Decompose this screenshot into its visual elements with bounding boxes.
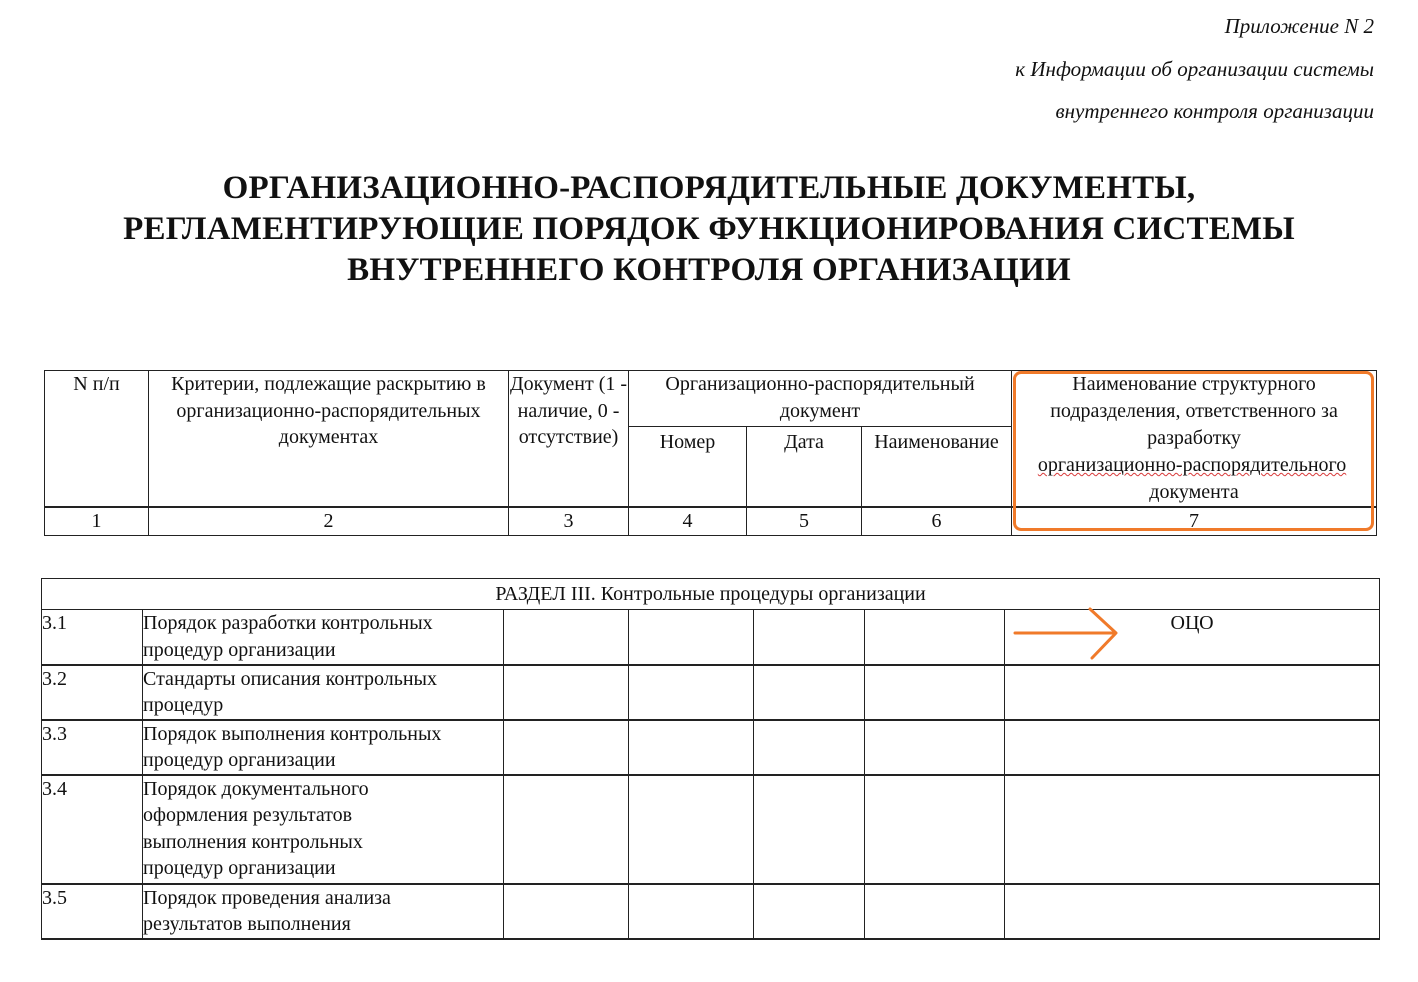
header-col-responsible-text: Наименование структурного подразделения, ответственного за разработку	[1050, 373, 1338, 449]
section-table	[41, 578, 1380, 940]
arrow-right-icon	[1012, 607, 1122, 663]
header-col-responsible-end: документа	[1149, 481, 1239, 503]
header-col-doc-number: Номер	[629, 427, 747, 507]
row-doc-name	[865, 665, 1005, 720]
row-document	[504, 720, 629, 775]
row-responsible	[1005, 884, 1380, 939]
row-criteria: Порядок проведения анализа результатов выполнения	[143, 884, 504, 939]
title-line-3: ВНУТРЕННЕГО КОНТРОЛЯ ОРГАНИЗАЦИИ	[347, 252, 1071, 288]
row-doc-name	[865, 610, 1005, 665]
header-col-number: N п/п	[45, 371, 149, 508]
row-responsible	[1005, 720, 1380, 775]
header-index-6: 6	[862, 507, 1012, 536]
header-index-1: 1	[45, 507, 149, 536]
header-col-responsible	[1012, 371, 1377, 508]
header-index-4: 4	[629, 507, 747, 536]
appendix-reference-cont: внутреннего контроля организации	[1055, 99, 1374, 123]
row-doc-name	[865, 720, 1005, 775]
row-criteria: Стандарты описания контрольных процедур	[143, 665, 504, 720]
header-index-3: 3	[509, 507, 629, 536]
header-col-document: Документ (1 - наличие, 0 - отсутствие)	[509, 371, 629, 508]
row-number: 3.4	[42, 775, 143, 884]
row-criteria: Порядок документального оформления результатов выполнения контрольных процедур организации	[143, 775, 504, 884]
header-col-group: Организационно-распорядительный документ	[629, 371, 1012, 427]
row-doc-number	[629, 884, 754, 939]
appendix-reference: к Информации об организации системы	[1015, 57, 1374, 81]
row-document	[504, 665, 629, 720]
title-line-2: РЕГЛАМЕНТИРУЮЩИЕ ПОРЯДОК ФУНКЦИОНИРОВАНИЯ СИСТЕМЫ	[123, 211, 1295, 247]
row-doc-name	[865, 775, 1005, 884]
header-index-2: 2	[149, 507, 509, 536]
row-doc-date	[754, 665, 865, 720]
row-responsible	[1005, 775, 1380, 884]
row-doc-date	[754, 720, 865, 775]
appendix-number: Приложение N 2	[1224, 14, 1374, 38]
row-responsible	[1005, 665, 1380, 720]
row-number: 3.5	[42, 884, 143, 939]
row-responsible: ОЦО	[1005, 610, 1380, 665]
row-document	[504, 775, 629, 884]
row-doc-date	[754, 610, 865, 665]
row-document	[504, 884, 629, 939]
row-criteria: Порядок выполнения контрольных процедур организации	[143, 720, 504, 775]
header-col-responsible-word: организационно-распорядительного	[1037, 454, 1347, 476]
header-col-criteria: Критерии, подлежащие раскрытию в организационно-распорядительных документах	[149, 371, 509, 508]
row-doc-name	[865, 884, 1005, 939]
document-title	[0, 168, 1418, 291]
row-doc-number	[629, 775, 754, 884]
row-doc-date	[754, 884, 865, 939]
header-index-5: 5	[747, 507, 862, 536]
row-criteria: Порядок разработки контрольных процедур организации	[143, 610, 504, 665]
section-title: РАЗДЕЛ III. Контрольные процедуры организации	[42, 579, 1380, 610]
row-doc-number	[629, 610, 754, 665]
header-table	[44, 370, 1377, 536]
header-col-doc-date: Дата	[747, 427, 862, 507]
row-document	[504, 610, 629, 665]
row-doc-number	[629, 720, 754, 775]
row-number: 3.2	[42, 665, 143, 720]
header-index-7: 7	[1012, 507, 1377, 536]
row-doc-date	[754, 775, 865, 884]
row-number: 3.3	[42, 720, 143, 775]
header-col-doc-name: Наименование	[862, 427, 1012, 507]
row-number: 3.1	[42, 610, 143, 665]
row-doc-number	[629, 665, 754, 720]
title-line-1: ОРГАНИЗАЦИОННО-РАСПОРЯДИТЕЛЬНЫЕ ДОКУМЕНТЫ,	[222, 170, 1196, 206]
